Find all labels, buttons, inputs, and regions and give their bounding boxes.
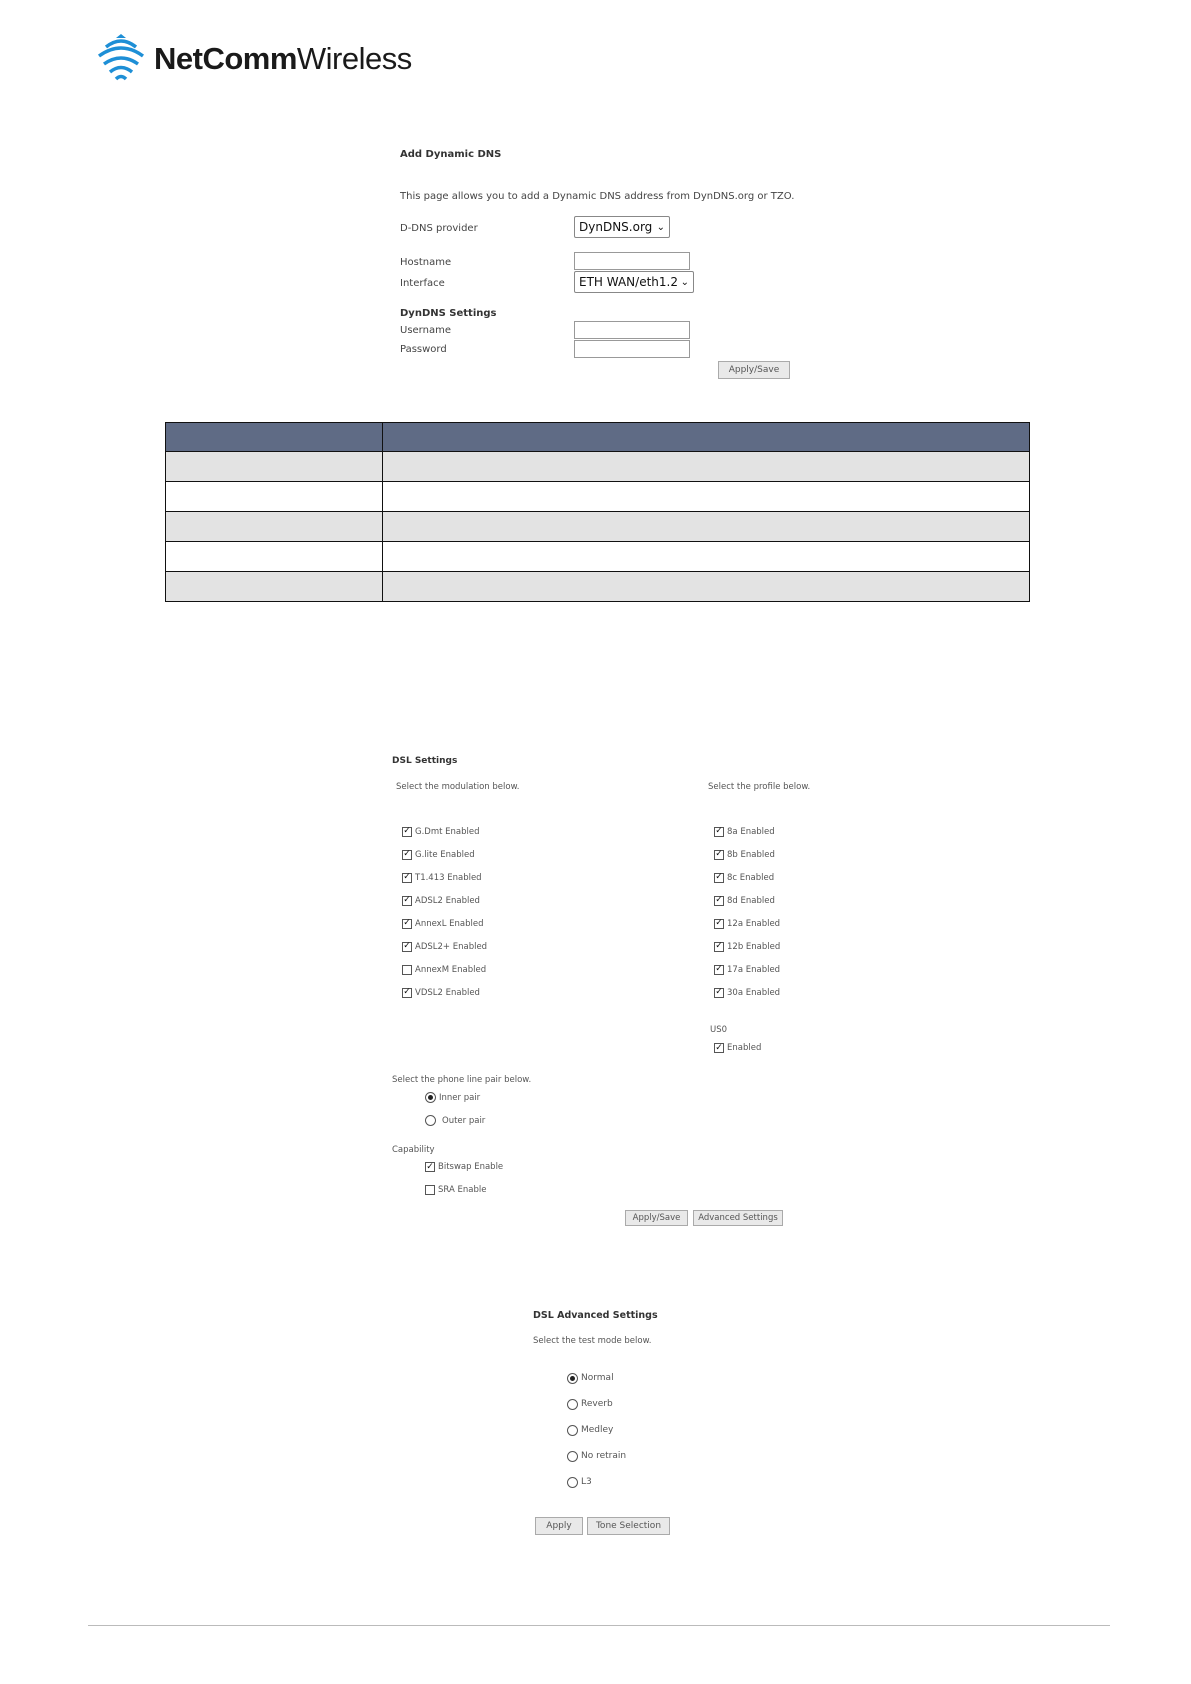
profile-list xyxy=(714,820,780,1004)
profile-option[interactable] xyxy=(714,843,780,866)
checkbox[interactable]: ✓ xyxy=(403,872,411,882)
modulation-option[interactable] xyxy=(402,958,487,981)
option-label: L3 xyxy=(581,1477,592,1487)
modulation-option[interactable] xyxy=(402,935,487,958)
dyndns-settings-title: DynDNS Settings xyxy=(400,308,497,319)
advanced-apply-button[interactable]: Apply xyxy=(535,1517,583,1535)
test-mode-option[interactable] xyxy=(567,1391,626,1417)
option-label: Enabled xyxy=(727,1043,762,1053)
us0-option[interactable] xyxy=(714,1043,761,1053)
checkbox[interactable]: ✓ xyxy=(403,941,411,951)
table-row xyxy=(166,452,1030,482)
option-label: SRA Enable xyxy=(438,1185,487,1195)
table-cell xyxy=(383,542,1030,572)
table-row xyxy=(166,482,1030,512)
checkbox[interactable]: ✓ xyxy=(403,895,411,905)
interface-value: ETH WAN/eth1.2 xyxy=(579,275,678,289)
radio[interactable] xyxy=(425,1092,436,1103)
password-label: Password xyxy=(400,344,447,355)
profile-option[interactable] xyxy=(714,935,780,958)
modulation-option[interactable] xyxy=(402,889,487,912)
table-cell xyxy=(166,572,383,602)
checkbox[interactable]: ✓ xyxy=(715,964,723,974)
dsl-title: DSL Settings xyxy=(392,756,458,766)
radio[interactable] xyxy=(567,1477,578,1488)
profile-option[interactable] xyxy=(714,912,780,935)
checkbox[interactable]: ✓ xyxy=(715,918,723,928)
username-label: Username xyxy=(400,325,451,336)
table-header-row xyxy=(166,423,1030,452)
hostname-label: Hostname xyxy=(400,257,452,268)
profile-option[interactable] xyxy=(714,820,780,843)
test-mode-option[interactable] xyxy=(567,1469,626,1495)
option-label: 12a Enabled xyxy=(727,918,781,929)
radio[interactable] xyxy=(567,1451,578,1462)
modulation-option[interactable] xyxy=(402,843,487,866)
table-header-cell xyxy=(166,423,383,452)
table-cell xyxy=(383,512,1030,542)
logo-text: NetCommWireless xyxy=(154,41,412,76)
checkbox[interactable]: ✓ xyxy=(715,872,723,882)
inner-pair-option[interactable] xyxy=(425,1092,480,1103)
capability-label: Capability xyxy=(392,1145,435,1155)
option-label: Medley xyxy=(581,1425,614,1435)
advanced-settings-button[interactable]: Advanced Settings xyxy=(693,1210,783,1226)
footer-divider xyxy=(88,1625,1110,1626)
option-label: Normal xyxy=(581,1373,614,1383)
test-mode-option[interactable] xyxy=(567,1443,626,1469)
option-label: Reverb xyxy=(581,1399,613,1409)
us0-label: US0 xyxy=(710,1025,728,1035)
profile-prompt: Select the profile below. xyxy=(708,782,811,792)
profile-option[interactable] xyxy=(714,981,780,1004)
modulation-option[interactable] xyxy=(402,912,487,935)
ddns-title: Add Dynamic DNS xyxy=(400,149,502,160)
table-row xyxy=(166,542,1030,572)
option-label: 8c Enabled xyxy=(727,872,775,883)
test-mode-prompt: Select the test mode below. xyxy=(533,1336,652,1346)
checkbox[interactable] xyxy=(425,1185,435,1195)
option-label: AnnexL Enabled xyxy=(415,918,484,929)
checkbox[interactable]: ✓ xyxy=(715,1042,723,1053)
option-label: No retrain xyxy=(581,1451,627,1461)
test-mode-option[interactable] xyxy=(567,1365,626,1391)
parameter-table xyxy=(165,422,1030,602)
option-label: VDSL2 Enabled xyxy=(415,987,480,998)
checkbox[interactable] xyxy=(402,965,412,975)
table-cell xyxy=(166,452,383,482)
hostname-input[interactable] xyxy=(574,252,690,270)
radio[interactable] xyxy=(425,1115,436,1126)
table-cell xyxy=(166,482,383,512)
option-label: 8d Enabled xyxy=(727,895,775,906)
option-label: 17a Enabled xyxy=(727,964,781,975)
table-cell xyxy=(166,542,383,572)
ddns-description: This page allows you to add a Dynamic DNS address from DynDNS.org or TZO. xyxy=(400,191,795,202)
option-label: Bitswap Enable xyxy=(438,1162,504,1172)
modulation-list xyxy=(402,820,487,1004)
bitswap-option[interactable] xyxy=(425,1162,503,1172)
option-label: 8b Enabled xyxy=(727,849,775,860)
modulation-option[interactable] xyxy=(402,981,487,1004)
table-row xyxy=(166,512,1030,542)
profile-option[interactable] xyxy=(714,958,780,981)
phone-pair-prompt: Select the phone line pair below. xyxy=(392,1075,532,1085)
outer-pair-option[interactable] xyxy=(425,1115,485,1126)
option-label: ADSL2 Enabled xyxy=(415,895,480,906)
profile-option[interactable] xyxy=(714,866,780,889)
checkbox[interactable]: ✓ xyxy=(426,1161,434,1172)
username-input[interactable] xyxy=(574,321,690,339)
checkbox[interactable]: ✓ xyxy=(403,918,411,928)
dsl-apply-save-button[interactable]: Apply/Save xyxy=(625,1210,688,1226)
option-label: G.Dmt Enabled xyxy=(415,826,480,837)
option-label: Inner pair xyxy=(439,1092,481,1103)
wifi-tower-icon xyxy=(96,34,146,84)
checkbox[interactable]: ✓ xyxy=(403,987,411,997)
checkbox[interactable]: ✓ xyxy=(403,849,411,859)
test-mode-option[interactable] xyxy=(567,1417,626,1443)
checkbox[interactable]: ✓ xyxy=(403,826,411,836)
tone-selection-button[interactable]: Tone Selection xyxy=(587,1517,670,1535)
table-cell xyxy=(383,572,1030,602)
password-input[interactable] xyxy=(574,340,690,358)
table-row xyxy=(166,572,1030,602)
modulation-prompt: Select the modulation below. xyxy=(396,782,520,792)
option-label: Outer pair xyxy=(442,1115,486,1126)
netcomm-logo xyxy=(96,34,412,84)
radio[interactable] xyxy=(567,1373,578,1384)
interface-label: Interface xyxy=(400,278,445,289)
table-cell xyxy=(383,452,1030,482)
option-label: T1.413 Enabled xyxy=(415,872,482,883)
option-label: 12b Enabled xyxy=(727,941,781,952)
provider-select[interactable] xyxy=(574,216,670,238)
dsl-advanced-title: DSL Advanced Settings xyxy=(533,1310,658,1321)
chevron-down-icon: ⌄ xyxy=(680,276,689,288)
checkbox[interactable]: ✓ xyxy=(715,895,723,905)
radio[interactable] xyxy=(567,1425,578,1436)
checkbox[interactable]: ✓ xyxy=(715,849,723,859)
test-mode-list xyxy=(567,1365,626,1495)
provider-label: D-DNS provider xyxy=(400,223,478,234)
ddns-apply-save-button[interactable]: Apply/Save xyxy=(718,361,790,379)
radio[interactable] xyxy=(567,1399,578,1410)
table-cell xyxy=(166,512,383,542)
option-label: 8a Enabled xyxy=(727,826,775,837)
table-cell xyxy=(383,482,1030,512)
checkbox[interactable]: ✓ xyxy=(715,826,723,836)
modulation-option[interactable] xyxy=(402,866,487,889)
interface-select[interactable] xyxy=(574,271,694,293)
profile-option[interactable] xyxy=(714,889,780,912)
option-label: G.lite Enabled xyxy=(415,849,475,860)
checkbox[interactable]: ✓ xyxy=(715,941,723,951)
table-header-cell xyxy=(383,423,1030,452)
option-label: AnnexM Enabled xyxy=(415,964,487,975)
option-label: ADSL2+ Enabled xyxy=(415,941,488,952)
checkbox[interactable]: ✓ xyxy=(715,987,723,997)
option-label: 30a Enabled xyxy=(727,987,781,998)
modulation-option[interactable] xyxy=(402,820,487,843)
provider-value: DynDNS.org xyxy=(579,220,653,234)
sra-option[interactable] xyxy=(425,1185,486,1195)
chevron-down-icon: ⌄ xyxy=(656,221,665,233)
